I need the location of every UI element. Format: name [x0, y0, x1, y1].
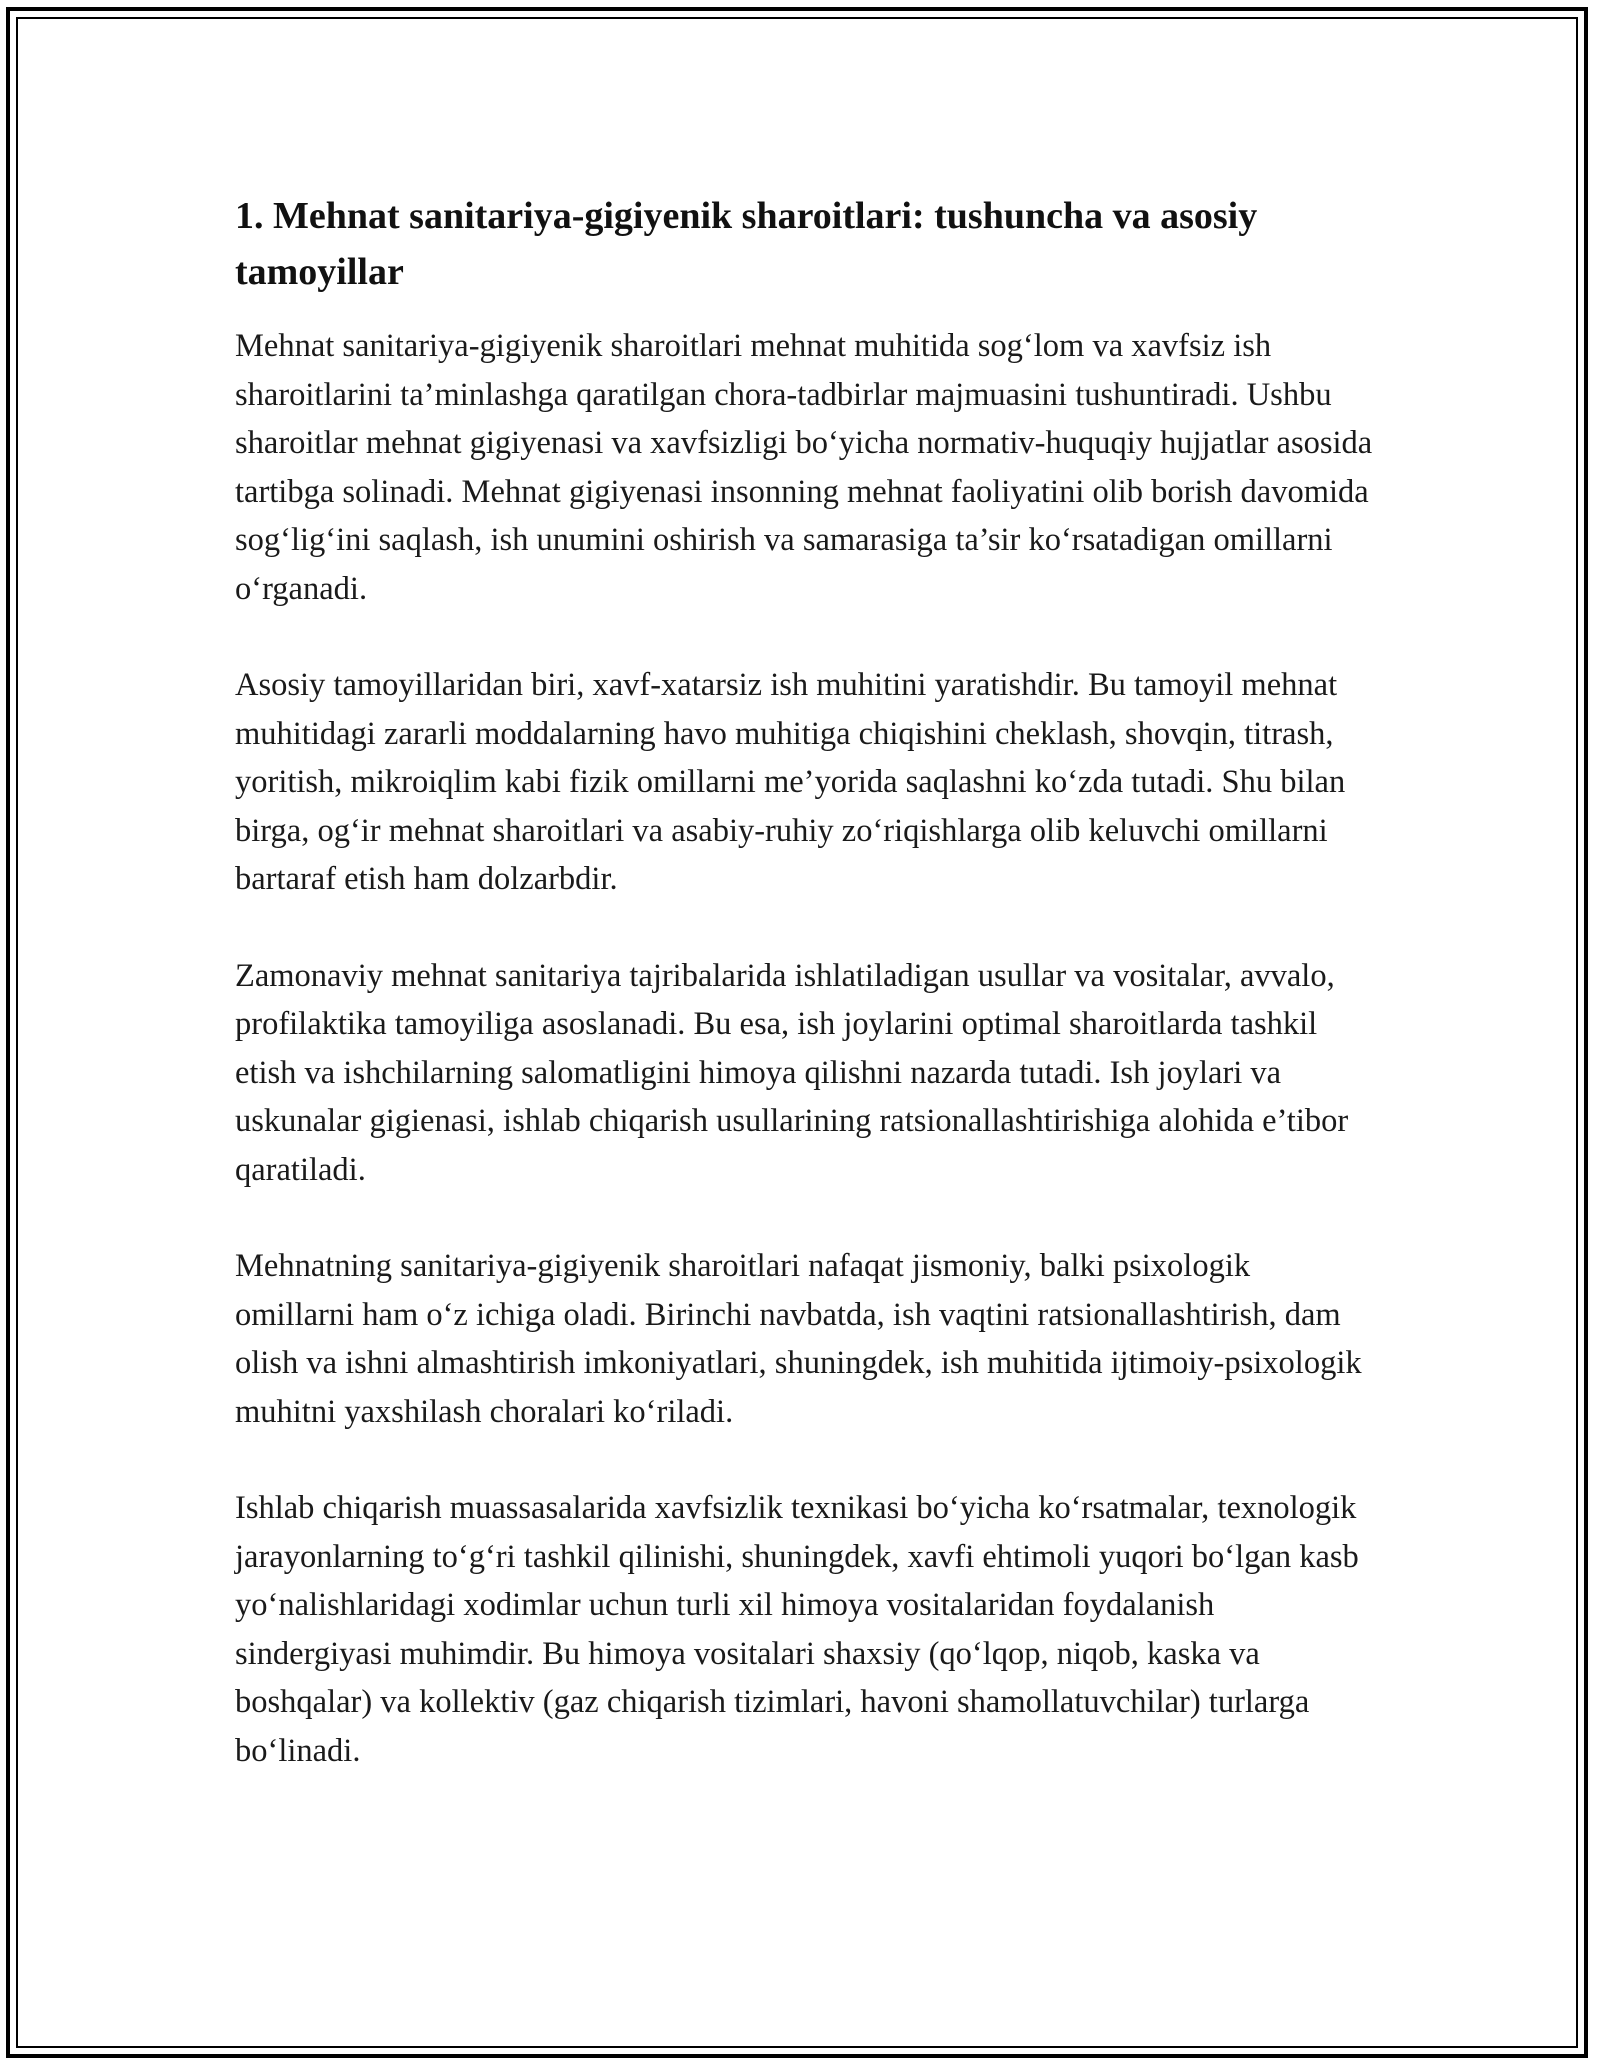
paragraph-4: Mehnatning sanitariya-gigiyenik sharoitlari nafaqat jismoniy, balki psixologik omillarni ham o‘z ichiga oladi. Birinchi navbatda, ish vaqtini ratsionallashtirish, dam olish va ishni almashtirish imkoniyatlari, shuningdek, ish muhitida ijtimoiy-psixologik muhitni yaxshilash choralari ko‘riladi.	[235, 1248, 1362, 1430]
paragraph-5: Ishlab chiqarish muassasalarida xavfsizlik texnikasi bo‘yicha ko‘rsatmalar, texnologik jarayonlarning to‘g‘ri tashkil qilinishi, shuningdek, xavfi ehtimoli yuqori bo‘lgan kasb yo‘nalishlaridagi xodimlar uchun turli xil himoya vositalaridan foydalanish sindergiyasi muhimdir. Bu himoya vositalari shaxsiy (qo‘lqop, niqob, kaska va boshqalar) va kollektiv (gaz chiqarish tizimlari, havoni shamollatuvchilar) turlarga bo‘linadi.	[235, 1490, 1359, 1769]
document-body	[235, 188, 1375, 1823]
paragraph-3: Zamonaviy mehnat sanitariya tajribalarida ishlatiladigan usullar va vositalar, avvalo, profilaktika tamoyiliga asoslanadi. Bu esa, ish joylarini optimal sharoitlarda tashkil etish va ishchilarning salomatligini himoya qilishni nazarda tutadi. Ish joylari va uskunalar gigienasi, ishlab chiqarish usullarining ratsionallashtirishiga alohida e’tibor qaratiladi.	[235, 957, 1349, 1188]
paragraph-2: Asosiy tamoyillaridan biri, xavf-xatarsiz ish muhitini yaratishdir. Bu tamoyil mehnat muhitidagi zararli moddalarning havo muhitiga chiqishini cheklash, shovqin, titrash, yoritish, mikroiqlim kabi fizik omillarni me’yorida saqlashni ko‘zda tutadi. Shu bilan birga, og‘ir mehnat sharoitlari va asabiy-ruhiy zo‘riqishlarga olib keluvchi omillarni bartaraf etish ham dolzarbdir.	[235, 667, 1346, 897]
paragraph-1: Mehnat sanitariya-gigiyenik sharoitlari mehnat muhitida sog‘lom va xavfsiz ish sharoitlarini ta’minlashga qaratilgan chora-tadbirlar majmuasini tushuntiradi. Ushbu sharoitlar mehnat gigiyenasi va xavfsizligi bo‘yicha normativ-huquqiy hujjatlar asosida tartibga solinadi. Mehnat gigiyenasi insonning mehnat faoliyatini olib borish davomida sog‘lig‘ini saqlash, ish unumini oshirish va samarasiga ta’sir ko‘rsatadigan omillarni o‘rganadi.	[235, 328, 1373, 607]
section-heading: 1. Mehnat sanitariya-gigiyenik sharoitlari: tushuncha va asosiy tamoyillar	[235, 195, 1258, 293]
